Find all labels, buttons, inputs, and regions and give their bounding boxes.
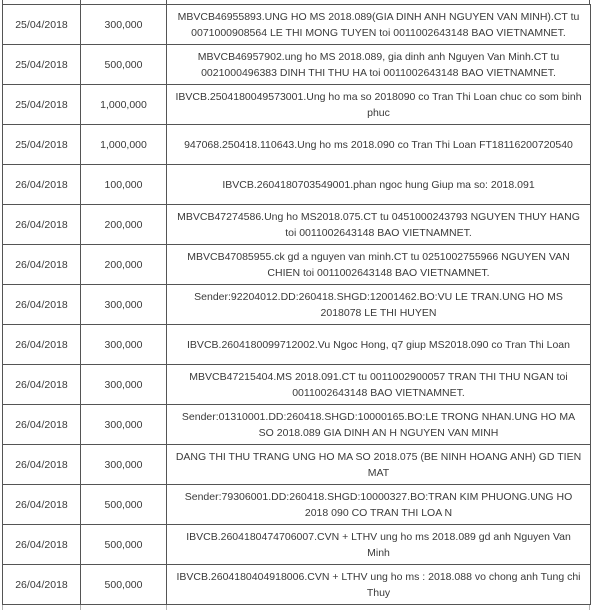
description-cell: MBVCB46955893.UNG HO MS 2018.089(GIA DINH ANH NGUYEN VAN MINH).CT tu 0071000908564 LE THI MONG TUYEN toi 0011002643148 BAO VIETNAMNET.	[167, 5, 591, 45]
amount-cell: 500,000	[81, 485, 167, 525]
table-row	[3, 445, 591, 485]
date-cell: 26/04/2018	[3, 205, 81, 245]
date-cell: 26/04/2018	[3, 325, 81, 365]
donation-table	[2, 4, 591, 605]
amount-cell: 200,000	[81, 245, 167, 285]
description-cell: Sender:79306001.DD:260418.SHGD:10000327.BO:TRAN KIM PHUONG.UNG HO 2018 090 CO TRAN THI LOA N	[167, 485, 591, 525]
date-cell: 26/04/2018	[3, 285, 81, 325]
date-cell: 26/04/2018	[3, 405, 81, 445]
amount-cell: 300,000	[81, 5, 167, 45]
date-cell: 25/04/2018	[3, 85, 81, 125]
date-cell: 25/04/2018	[3, 125, 81, 165]
description-cell: MBVCB47274586.Ung ho MS2018.075.CT tu 0451000243793 NGUYEN THUY HANG toi 0011002643148 BAO VIETNAMNET.	[167, 205, 591, 245]
amount-cell: 300,000	[81, 285, 167, 325]
date-cell: 26/04/2018	[3, 365, 81, 405]
description-cell: IBVCB.2504180049573001.Ung ho ma so 2018090 co Tran Thi Loan chuc co som binh phuc	[167, 85, 591, 125]
description-cell: MBVCB47215404.MS 2018.091.CT tu 0011002900057 TRAN THI THU NGAN toi 0011002643148 BAO VIETNAMNET.	[167, 365, 591, 405]
amount-cell: 500,000	[81, 45, 167, 85]
description-cell: Sender:92204012.DD:260418.SHGD:12001462.BO:VU LE TRAN.UNG HO MS 2018078 LE THI HUYEN	[167, 285, 591, 325]
amount-cell: 200,000	[81, 205, 167, 245]
description-cell: Sender:01310001.DD:260418.SHGD:10000165.BO:LE TRONG NHAN.UNG HO MA SO 2018.089 GIA DINH AN H NGUYEN VAN MINH	[167, 405, 591, 445]
table-row	[3, 405, 591, 445]
description-cell: IBVCB.2604180703549001.phan ngoc hung Giup ma so: 2018.091	[167, 165, 591, 205]
description-cell: MBVCB46957902.ung ho MS 2018.089, gia dinh anh Nguyen Van Minh.CT tu 0021000496383 DINH THI THU HA toi 0011002643148 BAO VIETNAMNET.	[167, 45, 591, 85]
table-border-stub	[589, 605, 590, 610]
description-cell: IBVCB.2604180099712002.Vu Ngoc Hong, q7 giup MS2018.090 co Tran Thi Loan	[167, 325, 591, 365]
table-row	[3, 245, 591, 285]
description-cell: IBVCB.2604180404918006.CVN + LTHV ung ho ms : 2018.088 vo chong anh Tung chi Thuy	[167, 565, 591, 605]
table-row	[3, 45, 591, 85]
amount-cell: 300,000	[81, 445, 167, 485]
table-row	[3, 85, 591, 125]
table-border-stub	[80, 605, 81, 610]
table-row	[3, 365, 591, 405]
amount-cell: 100,000	[81, 165, 167, 205]
date-cell: 26/04/2018	[3, 445, 81, 485]
date-cell: 25/04/2018	[3, 45, 81, 85]
description-cell: IBVCB.2604180474706007.CVN + LTHV ung ho ms 2018.089 gd anh Nguyen Van Minh	[167, 525, 591, 565]
description-cell: DANG THI THU TRANG UNG HO MA SO 2018.075 (BE NINH HOANG ANH) GD TIEN MAT	[167, 445, 591, 485]
table-row	[3, 525, 591, 565]
amount-cell: 500,000	[81, 525, 167, 565]
table-row	[3, 485, 591, 525]
description-cell: MBVCB47085955.ck gd a nguyen van minh.CT tu 0251002755966 NGUYEN VAN CHIEN toi 0011002643148 BAO VIETNAMNET.	[167, 245, 591, 285]
table-border-stub	[166, 605, 167, 610]
amount-cell: 500,000	[81, 565, 167, 605]
amount-cell: 1,000,000	[81, 85, 167, 125]
table-border-stub	[2, 605, 3, 610]
amount-cell: 300,000	[81, 325, 167, 365]
table-row	[3, 325, 591, 365]
table-row	[3, 125, 591, 165]
table-row	[3, 565, 591, 605]
amount-cell: 1,000,000	[81, 125, 167, 165]
donation-table-body	[3, 5, 591, 605]
table-row	[3, 5, 591, 45]
table-row	[3, 165, 591, 205]
date-cell: 26/04/2018	[3, 565, 81, 605]
amount-cell: 300,000	[81, 405, 167, 445]
date-cell: 25/04/2018	[3, 5, 81, 45]
date-cell: 26/04/2018	[3, 525, 81, 565]
table-row	[3, 205, 591, 245]
date-cell: 26/04/2018	[3, 245, 81, 285]
amount-cell: 300,000	[81, 365, 167, 405]
date-cell: 26/04/2018	[3, 165, 81, 205]
table-row	[3, 285, 591, 325]
description-cell: 947068.250418.110643.Ung ho ms 2018.090 co Tran Thi Loan FT18116200720540	[167, 125, 591, 165]
date-cell: 26/04/2018	[3, 485, 81, 525]
